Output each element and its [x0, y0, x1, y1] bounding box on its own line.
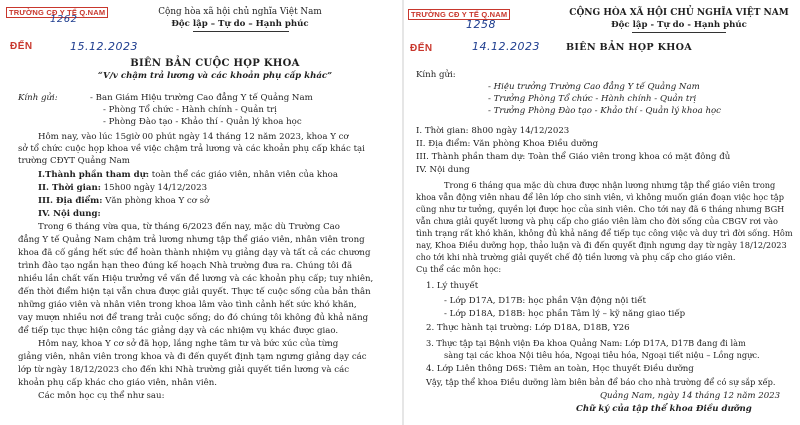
- body-line: đến thời điểm hiện tại vẫn chưa được giải quyết. Thực tế cuộc sống của bản thân: [18, 287, 371, 297]
- motto-underline: [632, 32, 726, 33]
- closing-line: Vậy, tập thể khoa Điều dưỡng làm biên bản để báo cho nhà trường để có sự sắp xếp.: [426, 377, 776, 387]
- document-title: BIÊN BẢN HỌP KHOA: [566, 42, 692, 53]
- body-line: nay, Khoa Điều dưỡng họp, thảo luận và đi đến quyết định ngưng dạy từ ngày 18/12/2023: [416, 240, 787, 250]
- body-line: Trong 6 tháng vừa qua, từ tháng 6/2023 đến nay, mặc dù Trường Cao: [38, 222, 340, 232]
- section-1: I. Thời gian: 8h00 ngày 14/12/2023: [416, 126, 570, 136]
- section-3: III. Thành phần tham dự: Toàn thể Giáo viên trong khoa có mặt đông đủ: [416, 152, 731, 162]
- section-1-label: I.Thành phần tham dự:: [38, 170, 150, 180]
- recipient-2: - Phòng Tổ chức - Hành chính - Quản trị: [103, 105, 277, 115]
- list-item-3-cont: sàng tại các khoa Nội tiêu hóa, Ngoại tiêu hóa, Ngoại tiết niệu – Lồng ngực.: [444, 350, 760, 360]
- stamp-number: 1262: [50, 14, 78, 25]
- stamp-date: 15.12.2023: [70, 40, 138, 53]
- recipient-1: - Hiệu trưởng Trường Cao đẳng Y tế Quảng Nam: [488, 82, 700, 92]
- section-2-label: II. Thời gian:: [38, 183, 101, 193]
- motto: Độc lập – Tự do – Hạnh phúc: [171, 19, 309, 29]
- section-3-text: Văn phòng khoa Y cơ sở: [102, 196, 210, 206]
- section-2: II. Địa điểm: Văn phòng Khoa Điều dưỡng: [416, 139, 599, 149]
- section-3-label: III. Địa điểm:: [38, 196, 103, 206]
- body-line: Các môn học cụ thể như sau:: [38, 391, 165, 401]
- body-line: vay mượn nhiều nơi để trang trải cuộc sống; do đó chúng tôi không đủ khả năng: [18, 313, 369, 323]
- section-1-text: toàn thể các giáo viên, nhân viên của khoa: [149, 170, 338, 180]
- body-line: để tiếp tục thực hiện công tác giảng dạy và các nhiệm vụ khác được giao.: [18, 326, 339, 336]
- stamp-den-wrap: [410, 38, 433, 56]
- body-line: nhiều lần chất vấn Hiệu trưởng về vấn đề lương và các khoản phụ cấp; tuy nhiên,: [18, 274, 374, 284]
- kinh-gui-label: Kính gửi:: [18, 93, 58, 103]
- recipient-3: - Phòng Đào tạo - Khảo thí - Quản lý khoa học: [103, 117, 302, 127]
- intro-line-2: sở tổ chức cuộc họp khoa về việc chậm trả lương và các khoản phụ cấp khác tại: [18, 144, 365, 154]
- document-title: BIÊN BẢN CUỘC HỌP KHOA: [130, 58, 300, 69]
- section-1: [38, 170, 338, 181]
- kinh-gui-label: Kính gửi:: [416, 70, 456, 80]
- body-line: cho tới khi nhà trường giải quyết chế độ tiền lương và phụ cấp cho giáo viên.: [416, 252, 736, 262]
- stamp-den: ĐẾN: [10, 41, 33, 52]
- recipient-1: - Ban Giám Hiệu trường Cao đẳng Y tế Quảng Nam: [90, 93, 313, 103]
- motto-underline: [193, 31, 289, 32]
- intro-line-3: trường CĐYT Quảng Nam: [18, 156, 130, 166]
- section-4: IV. Nội dung:: [38, 209, 101, 219]
- place-date: Quảng Nam, ngày 14 tháng 12 năm 2023: [600, 391, 781, 401]
- body-line: giảng viên, nhân viên trong khoa và đi đến quyết định tạm ngưng giảng dạy các: [18, 352, 367, 362]
- stamp-number: 1258: [466, 18, 496, 31]
- body-line: vẫn chưa giải quyết lương và phụ cấp cho giáo viên làm cho đời sống của CBGV rơi vào: [416, 216, 778, 226]
- list-item-1a: - Lớp D17A, D17B: học phần Vận động nội tiết: [444, 296, 647, 306]
- body-line: Hôm nay, khoa Y cơ sở đã họp, lắng nghe tâm tư và bức xúc của từng: [38, 339, 339, 349]
- body-line: tình trạng rất khó khăn, không đủ khả năng để tiếp tục công việc và duy trì đời sống. Hôm: [416, 228, 793, 238]
- body-line: Cụ thể các môn học:: [416, 264, 502, 274]
- body-line: Trong 6 tháng qua mặc dù chưa được nhận lương nhưng tập thể giáo viên trong: [444, 180, 776, 190]
- stamp-den: ĐẾN: [410, 43, 433, 54]
- document-right: [404, 0, 800, 425]
- body-line: đẳng Y tế Quảng Nam chậm trả lương nhưng tập thể giáo viên, nhân viên trong: [18, 235, 365, 245]
- section-2-text: 15h00 ngày 14/12/2023: [100, 183, 208, 193]
- list-item-1b: - Lớp D18A, D18B: học phần Tâm lý – kỹ năng giao tiếp: [444, 309, 686, 319]
- body-line: những giáo viên và nhân viên trong khoa lâm vào tình cảnh hết sức khó khăn,: [18, 300, 357, 310]
- body-line: lớp từ ngày 18/12/2023 cho đến khi Nhà trường giải quyết tiền lương và các: [18, 365, 350, 375]
- section-2: [38, 183, 207, 194]
- list-item-3: 3. Thực tập tại Bệnh viện Đa khoa Quảng Nam: Lớp D17A, D17B đang đi làm: [426, 338, 746, 348]
- section-3: [38, 196, 209, 207]
- section-4: IV. Nội dung: [416, 165, 470, 175]
- stamp-org: TRƯỜNG CĐ Y TẾ Q.NAM: [408, 9, 510, 20]
- stamp-date: 14.12.2023: [472, 40, 540, 53]
- list-item-2: 2. Thực hành tại trường: Lớp D18A, D18B, Y26: [426, 323, 630, 333]
- body-line: cũng như tư tưởng, quyền lợi được học của sinh viên. Cho tới nay đã 6 tháng nhưng BGH: [416, 204, 785, 214]
- document-subject: “V/v chậm trả lương và các khoản phụ cấp khác”: [97, 71, 333, 81]
- recipient-2: - Trưởng Phòng Tổ chức - Hành chính - Quản trị: [488, 94, 697, 104]
- list-item-4: 4. Lớp Liên thông D6S: Tiêm an toàn, Học thuyết Điều dưỡng: [426, 364, 694, 374]
- list-item-1: 1. Lý thuyết: [426, 281, 479, 291]
- national-title: CỘNG HÒA XÃ HỘI CHỦ NGHĨA VIỆT NAM: [569, 8, 789, 18]
- stamp-den-wrap: [10, 36, 33, 54]
- stamp-org: TRƯỜNG CĐ Y TẾ Q.NAM: [6, 7, 108, 18]
- recipient-3: - Trưởng Phòng Đào tạo - Khảo thí - Quản lý khoa học: [488, 106, 721, 116]
- national-title: Cộng hòa xã hội chủ nghĩa Việt Nam: [158, 7, 322, 17]
- signature-label: Chữ ký của tập thể khoa Điều dưỡng: [576, 404, 752, 414]
- body-line: trình đào tạo ngắn hạn theo đúng kế hoạch Nhà trường đưa ra. Chúng tôi đã: [18, 261, 353, 271]
- body-line: khoản phụ cấp khác cho giáo viên, nhân viên.: [18, 378, 217, 388]
- motto: Độc lập - Tự do - Hạnh phúc: [611, 20, 747, 30]
- body-line: khoa vẫn động viên nhau để lên lớp cho sinh viên, vì không muốn gián đoạn việc học tập: [416, 192, 784, 202]
- intro-line-1: Hôm nay, vào lúc 15giờ 00 phút ngày 14 tháng 12 năm 2023, khoa Y cơ: [38, 132, 349, 142]
- body-line: khoa đã cố gắng hết sức để hoàn thành nhiệm vụ giảng dạy và tất cả các chương: [18, 248, 371, 258]
